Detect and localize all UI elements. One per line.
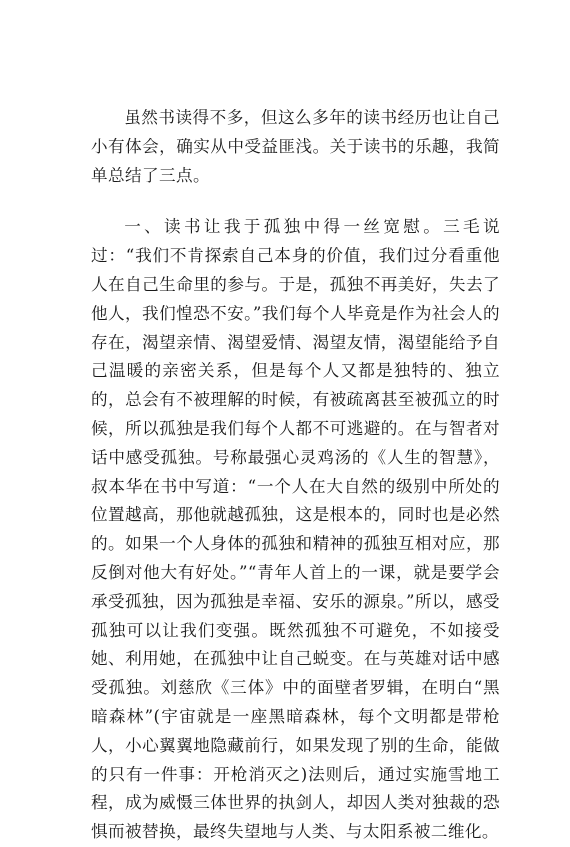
document-body (91, 104, 500, 847)
paragraph-point-one: 一、读书让我于孤独中得一丝宽慰。三毛说过：“我们不肯探索自己本身的价值，我们过分看重他人在自己生命里的参与。于是，孤独不再美好，失去了他人，我们惶恐不安。”我们每个人毕竟是作为社会人的存在，渴望亲情、渴望爱情、渴望友情，渴望能给予自己温暖的亲密关系，但是每个人又都是独特的、独立的，总会有不被理解的时候，有被疏离甚至被孤立的时候，所以孤独是我们每个人都不可逃避的。在与智者对话中感受孤独。号称最强心灵鸡汤的《人生的智慧》，叔本华在书中写道：“一个人在大自然的级别中所处的位置越高，那他就越孤独，这是根本的，同时也是必然的。如果一个人身体的孤独和精神的孤独互相对应，那反倒对他大有好处。”“青年人首上的一课，就是要学会承受孤独，因为孤独是幸福、安乐的源泉。”所以，感受孤独可以让我们变强。既然孤独不可避免，不如接受她、利用她，在孤独中让自己蜕变。在与英雄对话中感受孤独。刘慈欣《三体》中的面壁者罗辑，在明白“黑暗森林”(宇宙就是一座黑暗森林，每个文明都是带枪人，小心翼翼地隐藏前行，如果发现了别的生命，能做的只有一件事：开枪消灭之)法则后，通过实施雪地工程，成为威慑三体世界的执剑人，却因人类对独裁的恐惧而被替换，最终失望地与人类、与太阳系被二维化。 (91, 217, 500, 842)
paragraph-intro: 虽然书读得不多，但这么多年的读书经历也让自己小有体会，确实从中受益匪浅。关于读书的乐趣，我简单总结了三点。 (91, 108, 500, 185)
